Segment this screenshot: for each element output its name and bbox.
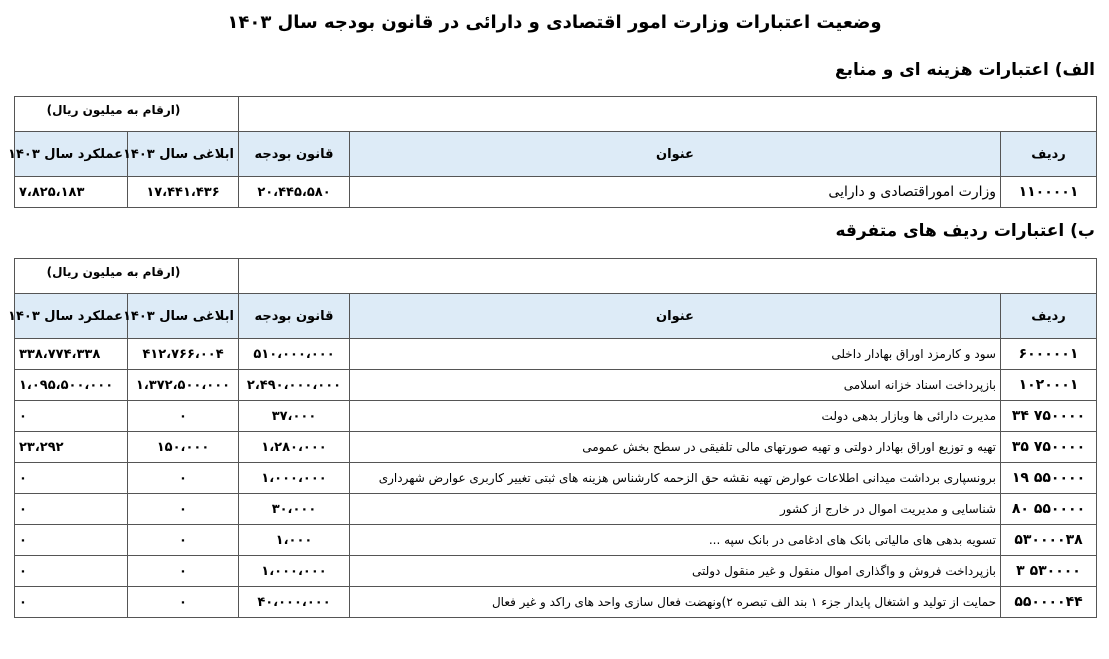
row-radif: ۵۳۰۰۰۰ ۳ [1001, 556, 1097, 587]
row-budget-law: ۱،۰۰۰،۰۰۰ [239, 463, 350, 494]
table-row [15, 463, 1097, 494]
row-budget-law: ۴۰،۰۰۰،۰۰۰ [239, 587, 350, 618]
table-row [15, 339, 1097, 370]
row-radif: ۵۳۰۰۰۰۳۸ [1001, 525, 1097, 556]
row-performance: ۰ [15, 401, 128, 432]
row-radif: ۵۵۰۰۰۰ ۱۹ [1001, 463, 1097, 494]
table-row [15, 556, 1097, 587]
row-title: بازپرداخت فروش و واگذاری اموال منقول و غیر منقول دولتی [350, 556, 1001, 587]
units-blank [350, 97, 1001, 132]
row-radif: ۵۵۰۰۰۰ ۸۰ [1001, 494, 1097, 525]
row-performance: ۲۳،۲۹۲ [15, 432, 128, 463]
row-notified: ۰ [128, 494, 239, 525]
section-a-table [8, 96, 1097, 208]
units-label: (ارقام به میلیون ریال) [15, 97, 239, 132]
header-title: عنوان [350, 294, 1001, 339]
units-blank [239, 259, 350, 294]
table-row [15, 432, 1097, 463]
units-blank [1001, 259, 1097, 294]
row-notified: ۰ [128, 401, 239, 432]
row-budget-law: ۱،۰۰۰،۰۰۰ [239, 556, 350, 587]
section-a-body [15, 177, 1097, 208]
header-budget-law: قانون بودجه [239, 132, 350, 177]
units-row [15, 97, 1097, 132]
header-notified: ابلاغی سال ۱۴۰۳ [128, 294, 239, 339]
row-title: تهیه و توزیع اوراق بهادار دولتی و تهیه صورتهای مالی تلفیقی در سطح بخش عمومی [350, 432, 1001, 463]
table-row [15, 587, 1097, 618]
row-notified: ۱،۳۷۲،۵۰۰،۰۰۰ [128, 370, 239, 401]
header-row [15, 132, 1097, 177]
row-budget-law: ۱،۰۰۰ [239, 525, 350, 556]
row-radif: ۷۵۰۰۰۰ ۳۵ [1001, 432, 1097, 463]
header-notified: ابلاغی سال ۱۴۰۳ [128, 132, 239, 177]
table-row [15, 494, 1097, 525]
row-radif: ۵۵۰۰۰۰۴۴ [1001, 587, 1097, 618]
row-performance: ۰ [15, 587, 128, 618]
table-row [15, 370, 1097, 401]
row-budget-law: ۲۰،۴۴۵،۵۸۰ [239, 177, 350, 208]
row-title: حمایت از تولید و اشتغال پایدار جزء ۱ بند الف تبصره ۲)ونهضت فعال سازی واحد های راکد و غیر فعال [350, 587, 1001, 618]
header-budget-law: قانون بودجه [239, 294, 350, 339]
row-radif: ۱۰۲۰۰۰۱ [1001, 370, 1097, 401]
row-performance: ۰ [15, 494, 128, 525]
row-notified: ۴۱۲،۷۶۶،۰۰۴ [128, 339, 239, 370]
row-performance: ۱،۰۹۵،۵۰۰،۰۰۰ [15, 370, 128, 401]
row-budget-law: ۵۱۰،۰۰۰،۰۰۰ [239, 339, 350, 370]
row-performance: ۰ [15, 525, 128, 556]
header-radif: ردیف [1001, 294, 1097, 339]
page-title: وضعیت اعتبارات وزارت امور اقتصادی و دارائی در قانون بودجه سال ۱۴۰۳ [227, 12, 882, 33]
row-budget-law: ۳۷،۰۰۰ [239, 401, 350, 432]
row-title: شناسایی و مدیریت اموال در خارج از کشور [350, 494, 1001, 525]
row-radif: ۷۵۰۰۰۰ ۳۴ [1001, 401, 1097, 432]
header-row [15, 294, 1097, 339]
row-title: سود و کارمزد اوراق بهادار داخلی [350, 339, 1001, 370]
header-performance: عملکرد سال ۱۴۰۳ [15, 132, 128, 177]
row-performance: ۰ [15, 556, 128, 587]
row-notified: ۱۷،۴۴۱،۴۳۶ [128, 177, 239, 208]
section-b-heading: ب) اعتبارات ردیف های متفرقه [835, 221, 1095, 241]
section-a-heading: الف) اعتبارات هزینه ای و منابع [834, 60, 1095, 80]
row-radif: ۱۱۰۰۰۰۱ [1001, 177, 1097, 208]
units-blank [1001, 97, 1097, 132]
row-title: بازپرداخت اسناد خزانه اسلامی [350, 370, 1001, 401]
row-notified: ۰ [128, 556, 239, 587]
row-notified: ۰ [128, 525, 239, 556]
section-b-body [15, 339, 1097, 618]
header-performance: عملکرد سال ۱۴۰۳ [15, 294, 128, 339]
units-blank [239, 97, 350, 132]
row-budget-law: ۲،۴۹۰،۰۰۰،۰۰۰ [239, 370, 350, 401]
section-b-table [8, 258, 1097, 618]
table-row [15, 525, 1097, 556]
row-budget-law: ۱،۲۸۰،۰۰۰ [239, 432, 350, 463]
row-budget-law: ۳۰،۰۰۰ [239, 494, 350, 525]
row-performance: ۷،۸۲۵،۱۸۳ [15, 177, 128, 208]
units-label: (ارقام به میلیون ریال) [15, 259, 239, 294]
header-radif: ردیف [1001, 132, 1097, 177]
row-notified: ۱۵۰،۰۰۰ [128, 432, 239, 463]
row-title: تسویه بدهی های مالیاتی بانک های ادغامی در بانک سپه ... [350, 525, 1001, 556]
units-row [15, 259, 1097, 294]
row-title: برونسپاری برداشت میدانی اطلاعات عوارض تهیه نقشه حق الزحمه کارشناس هزینه های ثبتی تغییر کاربری عوارض شهرداری [350, 463, 1001, 494]
row-radif: ۶۰۰۰۰۰۱ [1001, 339, 1097, 370]
row-notified: ۰ [128, 587, 239, 618]
row-title: وزارت اموراقتصادی و دارایی [350, 177, 1001, 208]
row-performance: ۰ [15, 463, 128, 494]
row-performance: ۳۳۸،۷۷۴،۳۳۸ [15, 339, 128, 370]
table-row [15, 177, 1097, 208]
row-title: مدیرت دارائی ها وبازار بدهی دولت [350, 401, 1001, 432]
row-notified: ۰ [128, 463, 239, 494]
table-row [15, 401, 1097, 432]
header-title: عنوان [350, 132, 1001, 177]
units-blank [350, 259, 1001, 294]
